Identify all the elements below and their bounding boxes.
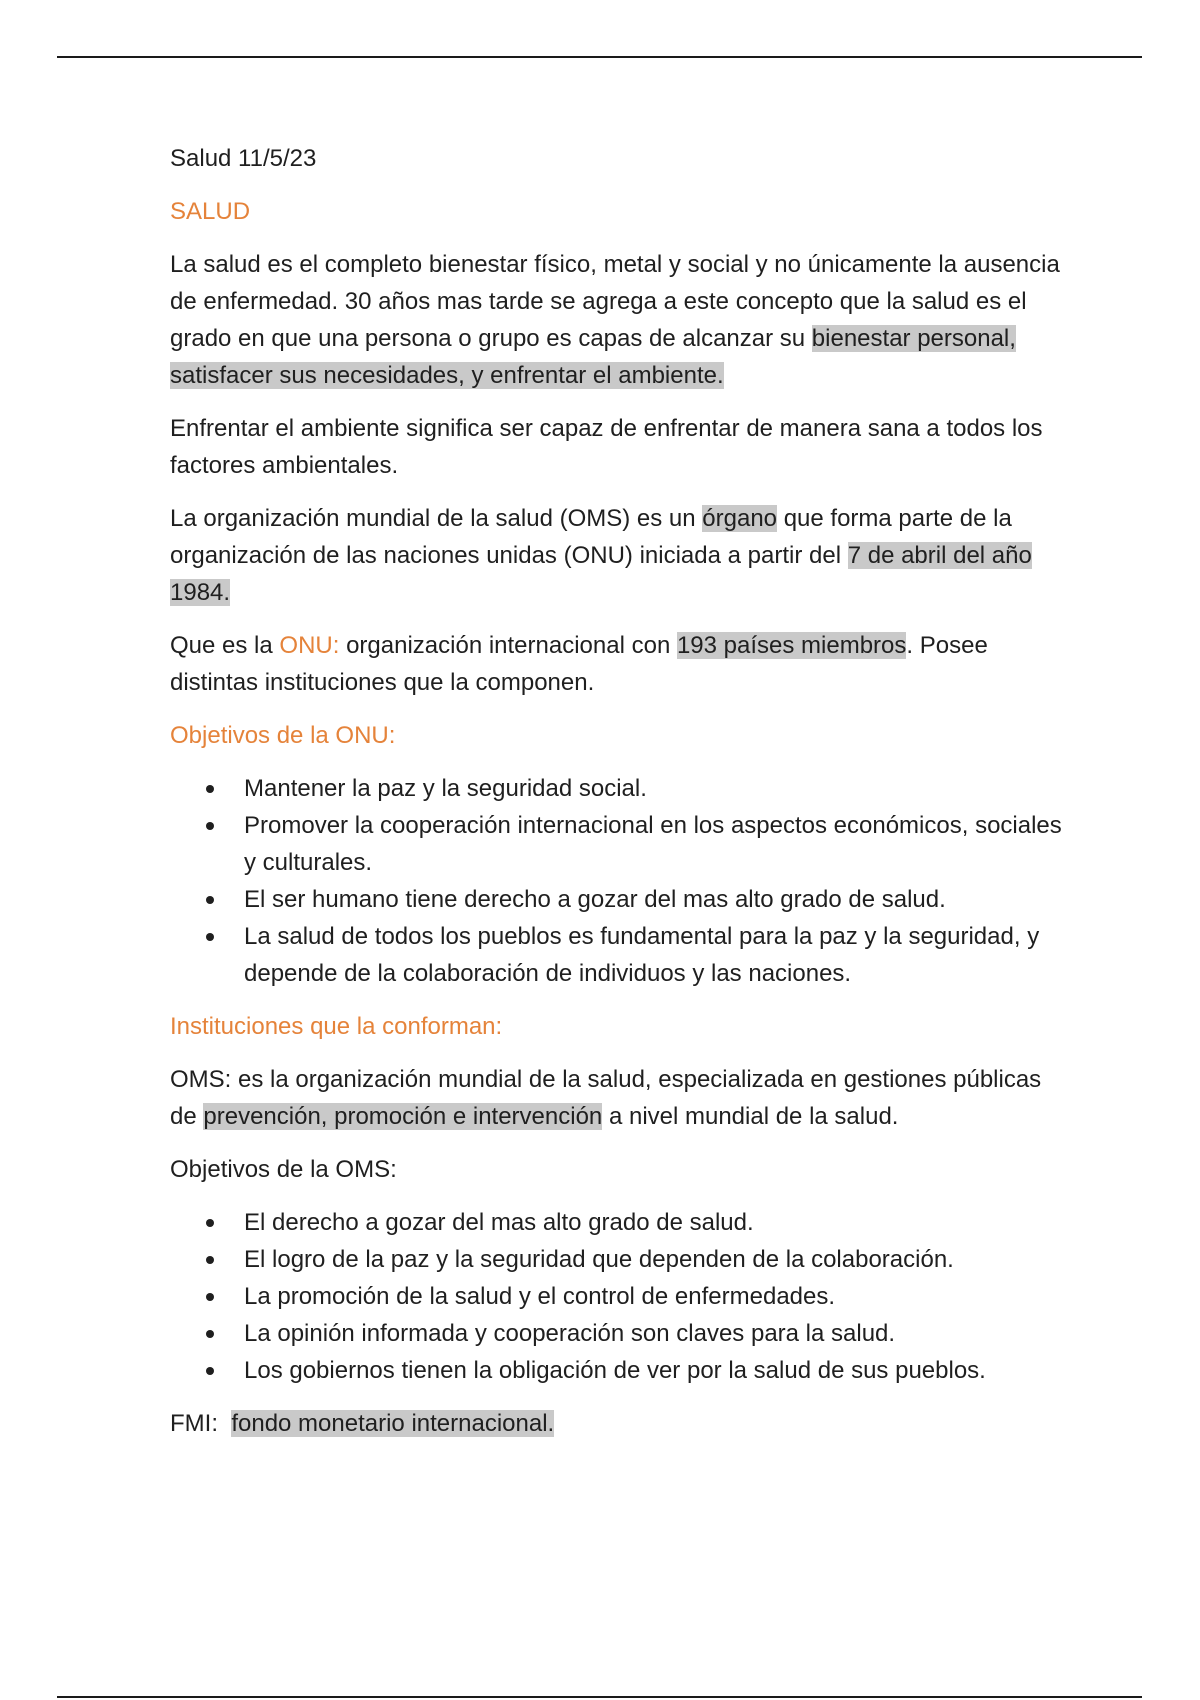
list-item bbox=[170, 881, 1070, 918]
list-item-text: Los gobiernos tienen la obligación de ver por la salud de sus pueblos. bbox=[244, 1357, 986, 1384]
list-item-text: El derecho a gozar del mas alto grado de salud. bbox=[244, 1209, 754, 1236]
paragraph-ambiente: Enfrentar el ambiente significa ser capaz de enfrentar de manera sana a todos los factores ambientales. bbox=[170, 415, 1043, 479]
list-item-text: La salud de todos los pueblos es fundamental para la paz y la seguridad, y depende de la colaboración de individuos y las naciones. bbox=[244, 923, 1040, 987]
onu-label: ONU: bbox=[279, 632, 340, 659]
oms-objectives-list bbox=[170, 1204, 1070, 1389]
oms-def-text-a: OMS: es la organización mundial de la salud, especializada en gestiones públicas de bbox=[170, 1066, 1042, 1130]
bullet-icon bbox=[206, 896, 214, 904]
fmi-label: FMI: bbox=[170, 1410, 232, 1437]
onu-text-a: Que es la bbox=[170, 632, 280, 659]
paragraph-fmi bbox=[170, 1405, 1070, 1442]
paragraph-definition bbox=[170, 246, 1070, 394]
highlight-organo: órgano bbox=[702, 505, 778, 532]
oms-text-a: La organización mundial de la salud (OMS) es un bbox=[170, 505, 703, 532]
header-date: Salud 11/5/23 bbox=[170, 145, 317, 172]
highlight-prevencion: prevención, promoción e intervención bbox=[203, 1103, 603, 1130]
onu-text-b: organización internacional con bbox=[339, 632, 677, 659]
onu-text-c: . Posee distintas instituciones que la componen. bbox=[170, 632, 988, 696]
highlight-bienestar: bienestar personal, satisfacer sus necesidades, y enfrentar el ambiente. bbox=[170, 325, 1016, 389]
paragraph-oms bbox=[170, 500, 1070, 611]
paragraph-oms-definition bbox=[170, 1061, 1070, 1135]
bullet-icon bbox=[206, 1330, 214, 1338]
onu-objectives-list bbox=[170, 770, 1070, 992]
paragraph-onu bbox=[170, 627, 1070, 701]
list-item-text: Mantener la paz y la seguridad social. bbox=[244, 775, 647, 802]
bullet-icon bbox=[206, 1367, 214, 1375]
list-item bbox=[170, 1315, 1070, 1352]
list-item-text: La opinión informada y cooperación son claves para la salud. bbox=[244, 1320, 896, 1347]
bottom-rule bbox=[57, 1696, 1142, 1698]
onu-objectives-heading: Objetivos de la ONU: bbox=[170, 722, 396, 749]
oms-def-text-b: a nivel mundial de la salud. bbox=[602, 1103, 899, 1130]
bullet-icon bbox=[206, 785, 214, 793]
list-item-text: Promover la cooperación internacional en los aspectos económicos, sociales y culturales. bbox=[244, 812, 1062, 876]
highlight-fmi: fondo monetario internacional. bbox=[231, 1410, 555, 1437]
bullet-icon bbox=[206, 933, 214, 941]
oms-text-b: que forma parte de la organización de las naciones unidas (ONU) iniciada a partir del bbox=[170, 505, 1012, 569]
list-item bbox=[170, 807, 1070, 881]
bullet-icon bbox=[206, 1293, 214, 1301]
title-heading: SALUD bbox=[170, 198, 251, 225]
list-item bbox=[170, 918, 1070, 992]
list-item-text: El ser humano tiene derecho a gozar del mas alto grado de salud. bbox=[244, 886, 946, 913]
top-rule bbox=[57, 56, 1142, 58]
list-item-text: La promoción de la salud y el control de enfermedades. bbox=[244, 1283, 836, 1310]
list-item bbox=[170, 1204, 1070, 1241]
list-item-text: El logro de la paz y la seguridad que dependen de la colaboración. bbox=[244, 1246, 954, 1273]
list-item bbox=[170, 1352, 1070, 1389]
list-item bbox=[170, 770, 1070, 807]
bullet-icon bbox=[206, 822, 214, 830]
bullet-icon bbox=[206, 1219, 214, 1227]
bullet-icon bbox=[206, 1256, 214, 1264]
definition-text: La salud es el completo bienestar físico, metal y social y no únicamente la ausencia de enfermedad. 30 años mas tarde se agrega a este concepto que la salud es el grado en que una persona o grupo es capas de alcanzar su bbox=[170, 251, 1060, 352]
highlight-date: 7 de abril del año 1984. bbox=[170, 542, 1032, 606]
highlight-members: 193 países miembros bbox=[676, 632, 907, 659]
list-item bbox=[170, 1278, 1070, 1315]
document-page bbox=[170, 140, 1070, 1458]
list-item bbox=[170, 1241, 1070, 1278]
oms-objectives-heading: Objetivos de la OMS: bbox=[170, 1156, 397, 1183]
institutions-heading: Instituciones que la conforman: bbox=[170, 1013, 503, 1040]
